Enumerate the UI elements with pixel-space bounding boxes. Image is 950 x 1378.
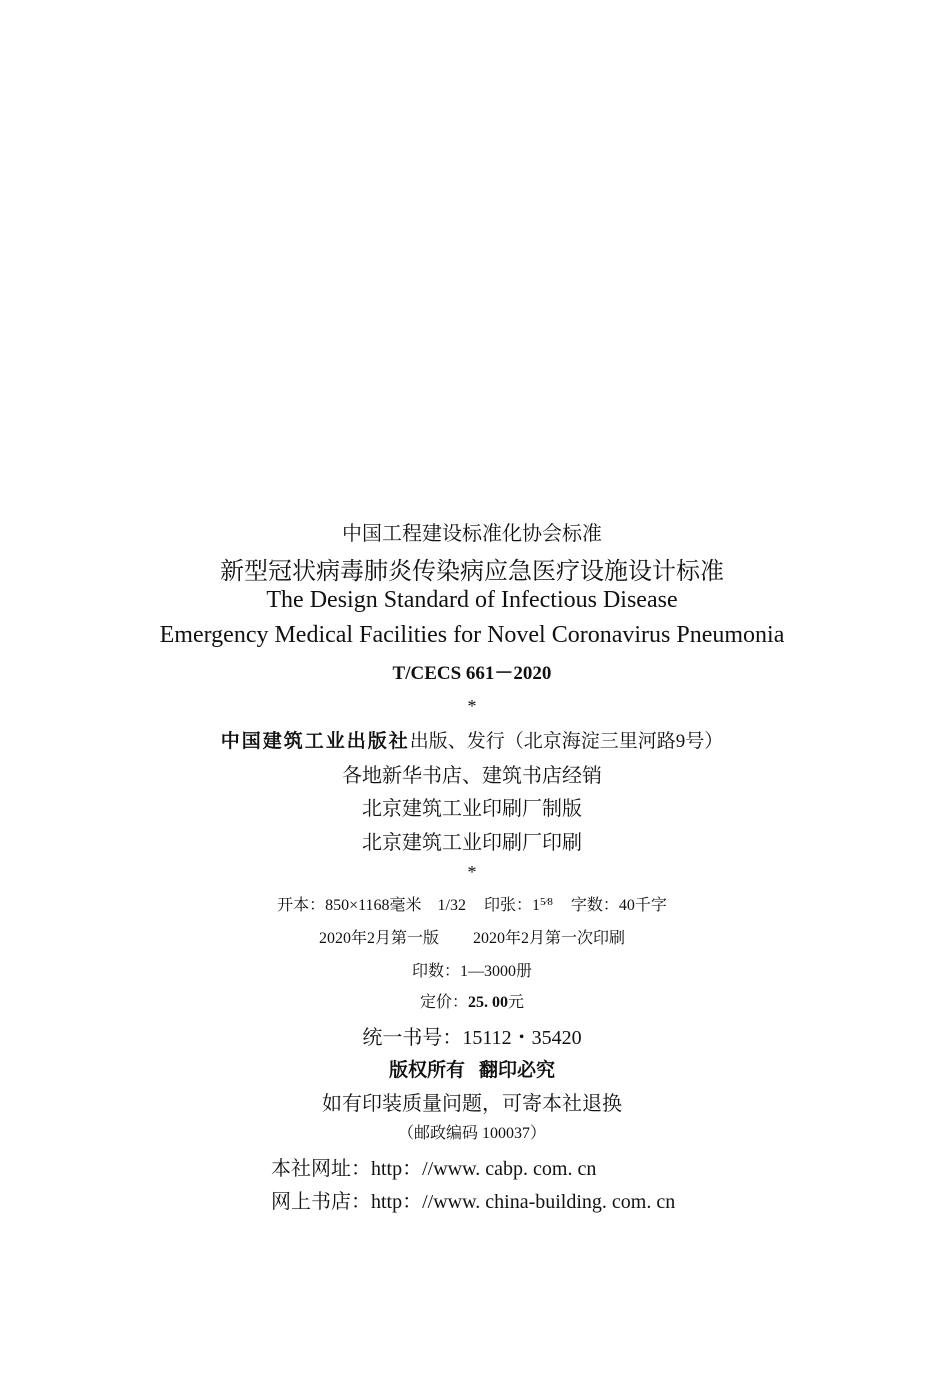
online-store-link[interactable]: 网上书店：http：//www. china-building. com. cn	[271, 1191, 676, 1213]
quality-notice: 如有印装质量问题，可寄本社退换	[322, 1093, 622, 1115]
price-unit: 元	[508, 994, 525, 1011]
chinese-title: 新型冠状病毒肺炎传染病应急医疗设施设计标准	[220, 557, 724, 585]
publisher-line	[0, 726, 944, 753]
publisher-action: 出版、发行（北京海淀三里河路9号）	[409, 731, 724, 752]
edition-line	[0, 925, 944, 948]
association-standard-heading: 中国工程建设标准化协会标准	[342, 523, 602, 545]
copyright-no-reprint: 翻印必究	[479, 1059, 556, 1081]
press-website-link[interactable]: 本社网址：http：//www. cabp. com. cn	[271, 1158, 597, 1180]
asterisk-separator-1: *	[467, 696, 477, 716]
copyright-reserved: 版权所有	[388, 1059, 465, 1081]
specs-line	[0, 892, 944, 915]
copyright-line	[0, 1055, 944, 1082]
print-run: 印数：1—3000册	[411, 963, 532, 980]
price-value: 25. 00	[468, 994, 508, 1011]
printed-sheets-fraction: 5⁄8	[540, 896, 553, 908]
first-edition: 2020年2月第一版	[318, 930, 439, 947]
distribution-line: 各地新华书店、建筑书店经销	[342, 765, 602, 787]
plate-making-line: 北京建筑工业印刷厂制版	[362, 798, 582, 820]
asterisk-separator-2: *	[467, 862, 477, 882]
printing-line: 北京建筑工业印刷厂印刷	[362, 832, 582, 854]
postal-code: （邮政编码 100037）	[397, 1125, 546, 1142]
standard-number: T/CECS 661－2020	[392, 663, 552, 684]
book-format: 开本：850×1168毫米 1/32	[277, 897, 466, 914]
unified-book-number: 统一书号：15112・35420	[362, 1027, 582, 1049]
word-count: 字数：40千字	[570, 897, 667, 914]
printed-sheets: 印张：1	[484, 897, 541, 914]
publisher-name: 中国建筑工业出版社	[220, 731, 410, 752]
english-title-line-1: The Design Standard of Infectious Disease	[266, 587, 678, 613]
english-title-line-2: Emergency Medical Facilities for Novel Coronavirus Pneumonia	[159, 622, 785, 648]
price-label: 定价：	[419, 994, 468, 1011]
first-printing: 2020年2月第一次印刷	[473, 930, 626, 947]
price-line	[0, 989, 944, 1012]
